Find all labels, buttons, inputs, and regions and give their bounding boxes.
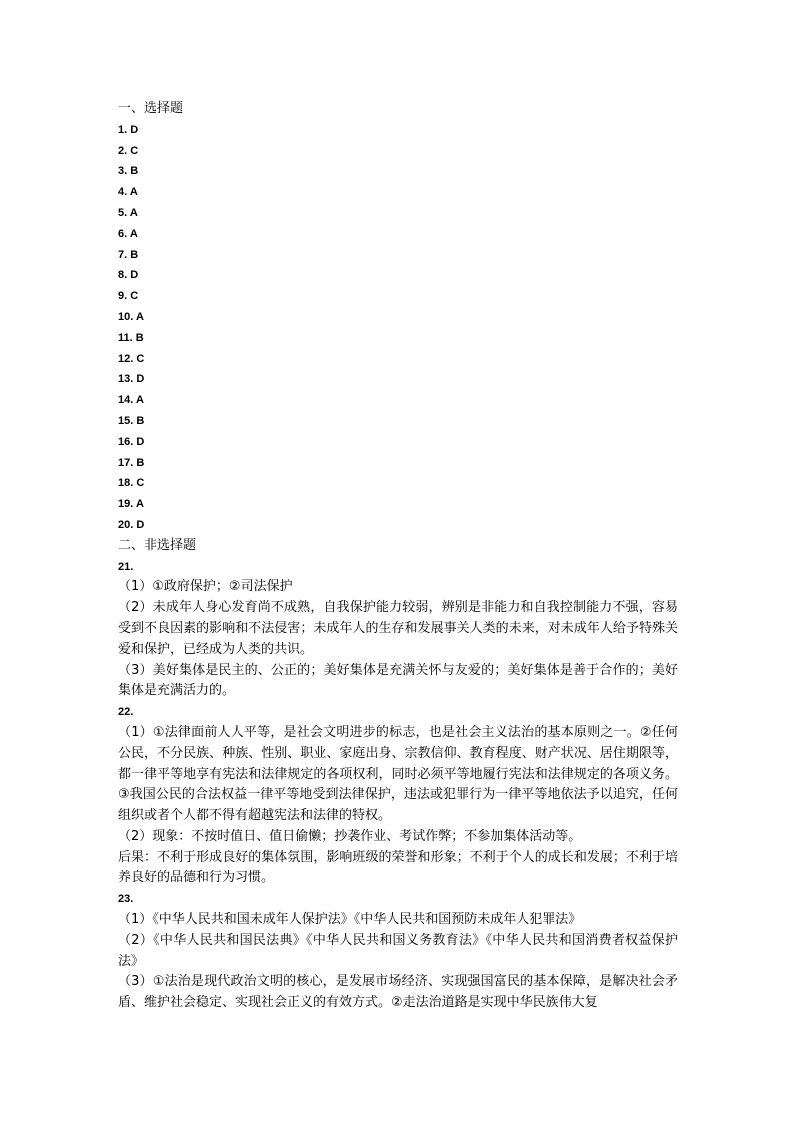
question-22-part-1: （1）①法律面前人人平等，是社会文明进步的标志，也是社会主义法治的基本原则之一。②任何公民，不分民族、种族、性别、职业、家庭出身、宗教信仰、教育程度、财产状况、居住期限等，都一律平等地享有宪法和法律规定的各项权利，同时必须平等地履行宪法和法律规定的各项义务。③我国公民的合法权益一律平等地受到法律保护，违法或犯罪行为一律平等地依法予以追究，任何组织或者个人都不得有超越宪法和法律的特权。 — [118, 724, 678, 824]
choice-answer-item: 12. C — [118, 352, 145, 365]
question-23-part-2: （2）《中华人民共和国民法典》《中华人民共和国义务教育法》《中华人民共和国消费者权益保护法》 — [118, 932, 678, 969]
choice-answer-item: 18. C — [118, 477, 145, 490]
choice-answer-item: 2. C — [118, 144, 139, 157]
choice-answer-item: 19. A — [118, 498, 144, 511]
question-22-consequence: 后果：不利于形成良好的集体氛围，影响班级的荣誉和形象；不利于个人的成长和发展；不利于培养良好的品德和行为习惯。 — [118, 849, 678, 886]
choice-answer-item: 11. B — [118, 331, 144, 344]
choice-answer-item: 20. D — [118, 518, 145, 531]
choice-answer-item: 16. D — [118, 435, 145, 448]
question-21-part-2: （2）未成年人身心发育尚不成熟，自我保护能力较弱，辨别是非能力和自我控制能力不强，容易受到不良因素的影响和不法侵害；未成年人的生存和发展事关人类的未来，对未成年人给予特殊关爱和保护，已经成为人类的共识。 — [118, 600, 678, 657]
answer-document — [118, 99, 678, 1014]
question-21-number: 21. — [118, 560, 134, 573]
choice-answer-item: 5. A — [118, 206, 138, 219]
question-21-part-1: （1）①政府保护；②司法保护 — [118, 579, 293, 595]
question-21-part-3: （3）美好集体是民主的、公正的；美好集体是充满关怀与友爱的；美好集体是善于合作的；美好集体是充满活力的。 — [118, 662, 678, 699]
choice-answer-item: 7. B — [118, 248, 139, 261]
question-23-part-1: （1）《中华人民共和国未成年人保护法》《中华人民共和国预防未成年人犯罪法》 — [118, 912, 582, 928]
question-22-number: 22. — [118, 706, 134, 719]
choice-answer-item: 3. B — [118, 165, 139, 178]
question-22-part-2: （2）现象：不按时值日、值日偷懒；抄袭作业、考试作弊；不参加集体活动等。 — [118, 828, 582, 844]
choice-answer-item: 4. A — [118, 186, 138, 199]
choice-answer-list — [118, 120, 678, 536]
choice-answer-item: 17. B — [118, 456, 145, 469]
choice-answer-item: 8. D — [118, 269, 139, 282]
choice-answer-item: 14. A — [118, 394, 144, 407]
choice-answer-item: 15. B — [118, 414, 145, 427]
choice-answer-item: 1. D — [118, 123, 139, 136]
choice-answer-item: 9. C — [118, 290, 139, 303]
choice-answer-item: 6. A — [118, 227, 138, 240]
question-23-number: 23. — [118, 893, 134, 906]
section-title-choice: 一、选择题 — [118, 101, 184, 116]
choice-answer-item: 10. A — [118, 310, 144, 323]
section-title-nonchoice: 二、非选择题 — [118, 537, 197, 553]
choice-answer-item: 13. D — [118, 373, 145, 386]
question-23-part-3: （3）①法治是现代政治文明的核心，是发展市场经济、实现强国富民的基本保障，是解决社会矛盾、维护社会稳定、实现社会正义的有效方式。②走法治道路是实现中华民族伟大复 — [118, 974, 678, 1011]
